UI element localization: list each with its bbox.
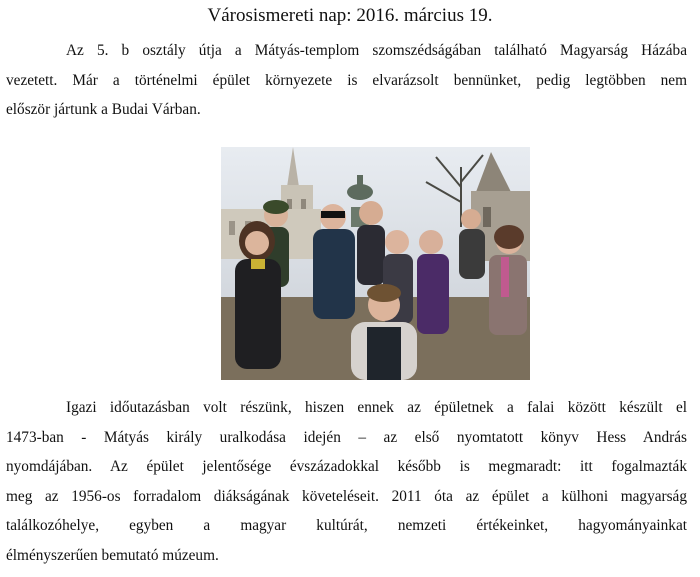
paragraph-line: Az 5. b osztály útja a Mátyás-templom szomszédságában található Magyarság Házába (66, 42, 687, 59)
paragraph-line: vezetett. Már a történelmi épület környezete is elvarázsolt bennünket, pedig legtöbben nem (6, 71, 687, 89)
paragraph-line: Igazi időutazásban volt részünk, hiszen ennek az épületnek a falai között készült el (66, 399, 687, 416)
group-photo (221, 147, 530, 380)
paragraph-line: élményszerűen bemutató múzeum. (6, 546, 219, 564)
paragraph-line: találkozóhelye, egyben a magyar kultúrát, nemzeti értékeinket, hagyományainkat (6, 517, 687, 534)
paragraph-history (6, 393, 687, 570)
paragraph-line: először jártunk a Budai Várban. (6, 101, 201, 118)
paragraph-line: 1473-ban - Mátyás király uralkodása idején – az első nyomtatott könyv Hess András (6, 428, 687, 446)
group-photo-icon (221, 147, 530, 380)
paragraph-intro (6, 36, 687, 125)
page-title: Városismereti nap: 2016. március 19. (207, 5, 493, 26)
paragraph-line: nyomdájában. Az épület jelentősége évszázadokkal később is megmaradt: itt fogalmazták (6, 458, 687, 475)
paragraph-line: meg az 1956-os forradalom diákságának követeléseit. 2011 óta az épület a külhoni magyarság (6, 487, 687, 505)
